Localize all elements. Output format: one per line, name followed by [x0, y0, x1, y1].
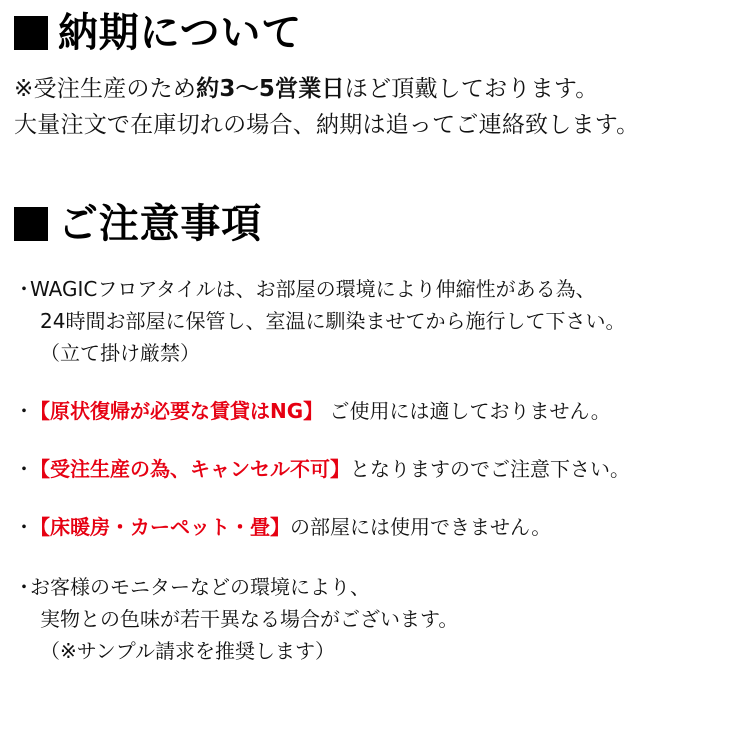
black-square-icon [14, 207, 48, 241]
notice-heading-text: ご注意事項 [58, 201, 262, 248]
list-item-body [30, 395, 721, 427]
notice-heading [14, 201, 721, 248]
list-item [14, 453, 721, 485]
list-item-emphasis: 【受注生産の為、キャンセル不可】 [30, 457, 350, 482]
delivery-line-1-pre: ※受注生産のため [14, 76, 197, 102]
bullet-icon: ・ [14, 575, 34, 600]
delivery-line-2 [14, 108, 721, 144]
list-item [14, 273, 721, 369]
bullet-icon: ・ [14, 277, 34, 302]
list-item-line [30, 453, 721, 485]
list-item-emphasis: 【原状復帰が必要な賃貸はNG】 [30, 399, 324, 424]
list-item-line: 実物との色味が若干異なる場合がございます。 [40, 607, 459, 632]
delivery-line-1 [14, 72, 721, 108]
list-item-line [30, 511, 721, 543]
delivery-line-2-text: 大量注文で在庫切れの場合、納期は追ってご連絡致します。 [14, 111, 640, 138]
list-item [14, 395, 721, 427]
delivery-heading-text: 納期について [58, 10, 302, 56]
bullet-icon: ・ [14, 515, 34, 540]
black-square-icon [14, 16, 48, 50]
list-item-body [30, 273, 721, 369]
notice-list [14, 273, 721, 667]
list-item-text: ご使用には適しておりません。 [323, 399, 611, 424]
delivery-paragraph [14, 72, 721, 143]
bullet-icon: ・ [14, 457, 34, 482]
delivery-line-1-post: ほど頂戴しております。 [344, 76, 599, 102]
list-item-line: （※サンプル請求を推奨します） [40, 639, 335, 664]
delivery-line-1-bold: 約3〜5営業日 [196, 76, 345, 102]
delivery-heading [14, 12, 721, 54]
list-item-body [30, 453, 721, 485]
list-item-body [30, 571, 721, 667]
list-item-text: となりますのでご注意下さい。 [350, 457, 630, 482]
list-item-line: お客様のモニターなどの環境により、 [30, 575, 370, 600]
list-item-emphasis: 【床暖房・カーペット・畳】 [30, 515, 290, 540]
list-item-line: 24時間お部屋に保管し、室温に馴染ませてから施行して下さい。 [40, 309, 626, 334]
list-item [14, 511, 721, 543]
list-item-body [30, 511, 721, 543]
bullet-icon: ・ [14, 399, 34, 424]
list-item-line [30, 395, 721, 427]
notice-heading-wrap [14, 201, 721, 248]
list-item-line: WAGICフロアタイルは、お部屋の環境により伸縮性がある為、 [30, 277, 596, 302]
list-item [14, 571, 721, 667]
list-item-text: の部屋には使用できません。 [290, 515, 552, 540]
list-item-line: （立て掛け厳禁） [40, 341, 200, 366]
